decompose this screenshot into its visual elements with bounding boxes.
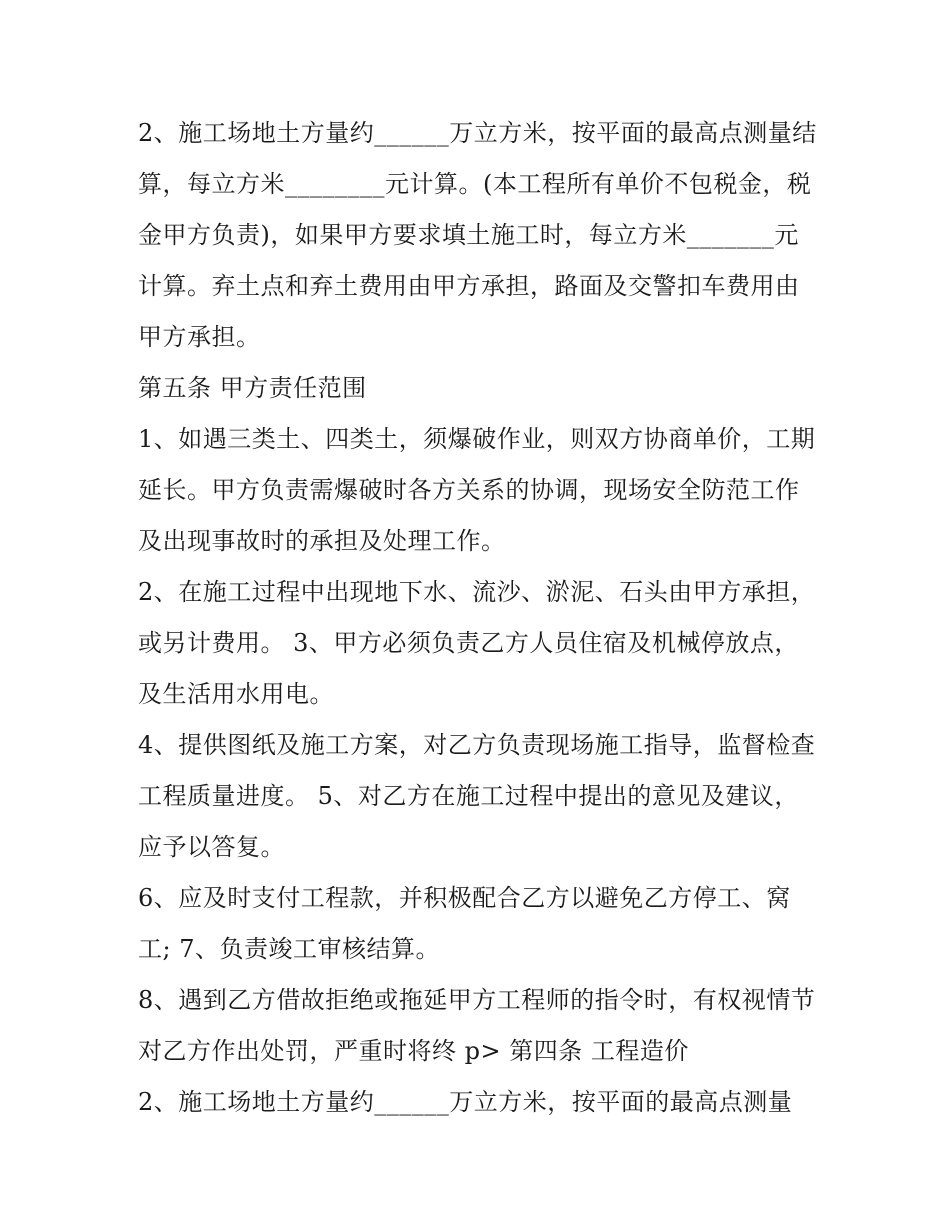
paragraph-clause-8-penalty: 8、遇到乙方借故拒绝或拖延甲方工程师的指令时，有权视情节对乙方作出处罚，严重时将终 p> 第四条 工程造价 [138,986,816,1065]
document-body [138,108,818,1128]
paragraph-earthwork-repeat: 2、施工场地土方量约______万立方米，按平面的最高点测量 [138,1088,793,1116]
paragraph-clause-4-5-drawings: 4、提供图纸及施工方案，对乙方负责现场施工指导，监督检查工程质量进度。 5、对乙方在施工过程中提出的意见及建议，应予以答复。 [138,731,816,861]
paragraph-clause-6-7-payment: 6、应及时支付工程款，并积极配合乙方以避免乙方停工、窝工; 7、负责竣工审核结算。 [138,884,791,963]
section-heading-article-5: 第五条 甲方责任范围 [138,374,367,402]
paragraph-earthwork-pricing: 2、施工场地土方量约______万立方米，按平面的最高点测量结算，每立方米________元计算。(本工程所有单价不包税金，税金甲方负责)，如果甲方要求填土施工时，每立方米_______元计算。弃土点和弃土费用由甲方承担，路面及交警扣车费用由甲方承担。 [138,119,817,351]
paragraph-clause-1-blasting: 1、如遇三类土、四类土，须爆破作业，则双方协商单价，工期延长。甲方负责需爆破时各方关系的协调，现场安全防范工作及出现事故时的承担及处理工作。 [138,425,816,555]
paragraph-clause-2-3-site-conditions: 2、在施工过程中出现地下水、流沙、淤泥、石头由甲方承担，或另计费用。 3、甲方必须负责乙方人员住宿及机械停放点，及生活用水用电。 [138,578,816,708]
